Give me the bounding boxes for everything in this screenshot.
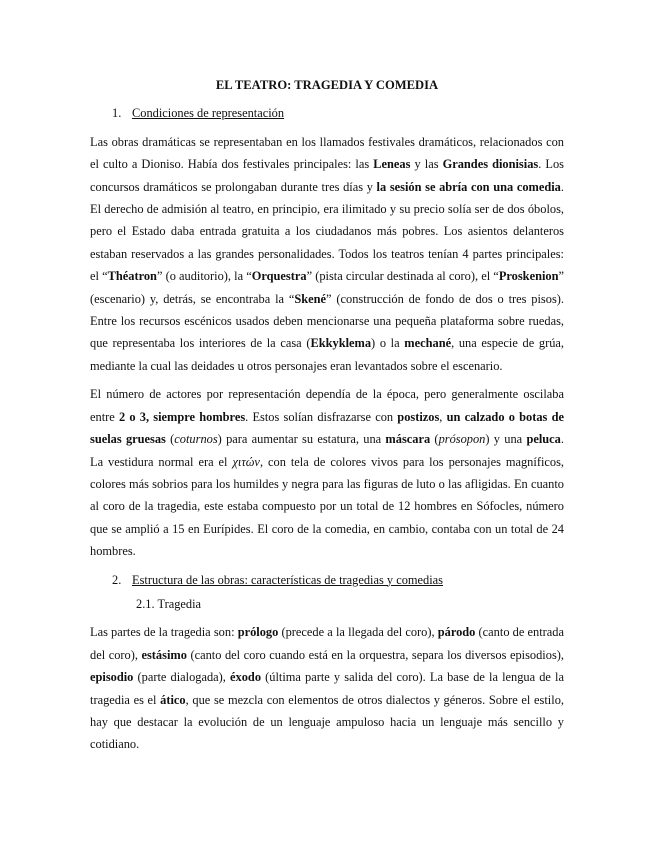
text-run: Las obras dramáticas se representaban en los llamados festivales dramáticos, relacionados con el culto a Dioniso. Había dos festivales principales: las	[90, 134, 564, 172]
bold-term: 2 o 3, siempre hombres	[118, 409, 246, 424]
text-run: ” (construcción de fondo de dos o tres pisos). Entre los recursos escénicos usados deben mencionarse una pequeña plataforma sobre ruedas, que representaba los interiores de la casa (	[90, 291, 564, 351]
text-run: . La vestidura normal era el	[90, 432, 564, 469]
section-title: Condiciones de representación	[132, 106, 285, 121]
bold-term: Skené	[294, 291, 327, 306]
italic-term: prósopon	[438, 432, 486, 447]
text-run: ” (pista circular destinada al coro), el “	[306, 269, 499, 284]
text-run: , una especie de grúa, mediante la cual las deidades u otros personajes eran levantados sobre el escenario.	[90, 336, 565, 373]
paragraph-conditions	[90, 131, 564, 377]
text-run: ” (o auditorio), la “	[156, 269, 252, 284]
section-number: 2.	[112, 572, 122, 587]
paragraph-actors	[90, 383, 564, 562]
text-run: ) y una	[485, 432, 527, 447]
text-run: y las	[410, 157, 443, 172]
bold-term: Proskenion	[498, 269, 559, 284]
bold-term: Théatron	[107, 269, 157, 284]
text-run: (última parte y salida del coro). La base de la lengua de la tragedia es el	[90, 670, 564, 707]
italic-term: χιτών	[232, 454, 260, 469]
bold-term: estásimo	[141, 647, 187, 662]
text-run: El número de actores por representación dependía de la época, pero generalmente oscilaba entre	[90, 387, 564, 424]
bold-term: la sesión se abría con una comedia	[376, 179, 561, 194]
text-run: (canto de entrada del coro),	[90, 625, 565, 662]
text-run: . Estos solían disfrazarse con	[245, 409, 398, 424]
bold-term: peluca	[526, 432, 561, 447]
text-run: ) o la	[371, 336, 405, 351]
section-number: 1.	[112, 106, 122, 121]
section-heading-1	[90, 102, 564, 124]
text-run: (precede a la llegada del coro),	[278, 625, 438, 640]
section-heading-2	[90, 569, 564, 591]
text-run: ,	[439, 409, 447, 424]
bold-term: párodo	[437, 625, 476, 640]
text-run: , que se mezcla con elementos de otros dialectos y géneros. Sobre el estilo, hay que destacar la evolución de un lenguaje ampuloso hacia un lenguaje más sencillo y cotidiano.	[90, 692, 564, 752]
bold-term: ático	[160, 692, 186, 707]
bold-term: Orquestra	[251, 269, 307, 284]
bold-term: éxodo	[230, 670, 262, 685]
text-run: (canto del coro cuando está en la orquestra, separa los diversos episodios),	[186, 647, 564, 662]
text-run: ” (escenario) y, detrás, se encontraba la “	[90, 269, 564, 306]
bold-term: Ekkyklema	[310, 336, 372, 351]
bold-term: episodio	[90, 670, 134, 685]
bold-term: Grandes dionisias	[442, 157, 539, 172]
bold-term: prólogo	[237, 625, 279, 640]
section-title: Estructura de las obras: características de tragedias y comedias	[132, 572, 444, 587]
paragraph-tragedy-parts	[90, 621, 564, 755]
text-run: . Los concursos dramáticos se prolongaban durante tres días y	[90, 157, 564, 194]
subsection-heading-tragedia: 2.1. Tragedia	[136, 596, 202, 611]
bold-term: Leneas	[373, 157, 411, 172]
bold-term: un calzado o botas de suelas gruesas	[90, 409, 564, 447]
bold-term: postizos	[397, 409, 440, 424]
text-run: (	[430, 432, 439, 447]
document-title: EL TEATRO: TRAGEDIA Y COMEDIA	[215, 78, 439, 92]
text-run: (	[165, 432, 175, 447]
text-run: ) para aumentar su estatura, una	[217, 432, 386, 447]
italic-term: coturnos	[174, 432, 218, 447]
document-page	[90, 70, 564, 762]
bold-term: mechané	[404, 336, 452, 351]
text-run: (parte dialogada),	[133, 670, 231, 685]
bold-term: máscara	[385, 432, 431, 447]
text-run: Las partes de la tragedia son:	[90, 625, 238, 640]
text-run: , con tela de colores vivos para los personajes magníficos, colores más sobrios para los humildes y negra para las figuras de luto o las afligidas. En cuanto al coro de la tragedia, este estaba compuesto por un total de 12 hombres en Sófocles, número que se amplió a 15 en Eurípides. El coro de la comedia, en cambio, contaba con un total de 24 hombres.	[90, 454, 564, 559]
text-run: . El derecho de admisión al teatro, en principio, era ilimitado y su precio solía ser de dos óbolos, pero el Estado daba entrada gratuita a los ciudadanos más pobres. Los asientos delanteros estaban reservados a las grandes personalidades. Todos los teatros tenían 4 partes principales: el “	[90, 179, 564, 284]
